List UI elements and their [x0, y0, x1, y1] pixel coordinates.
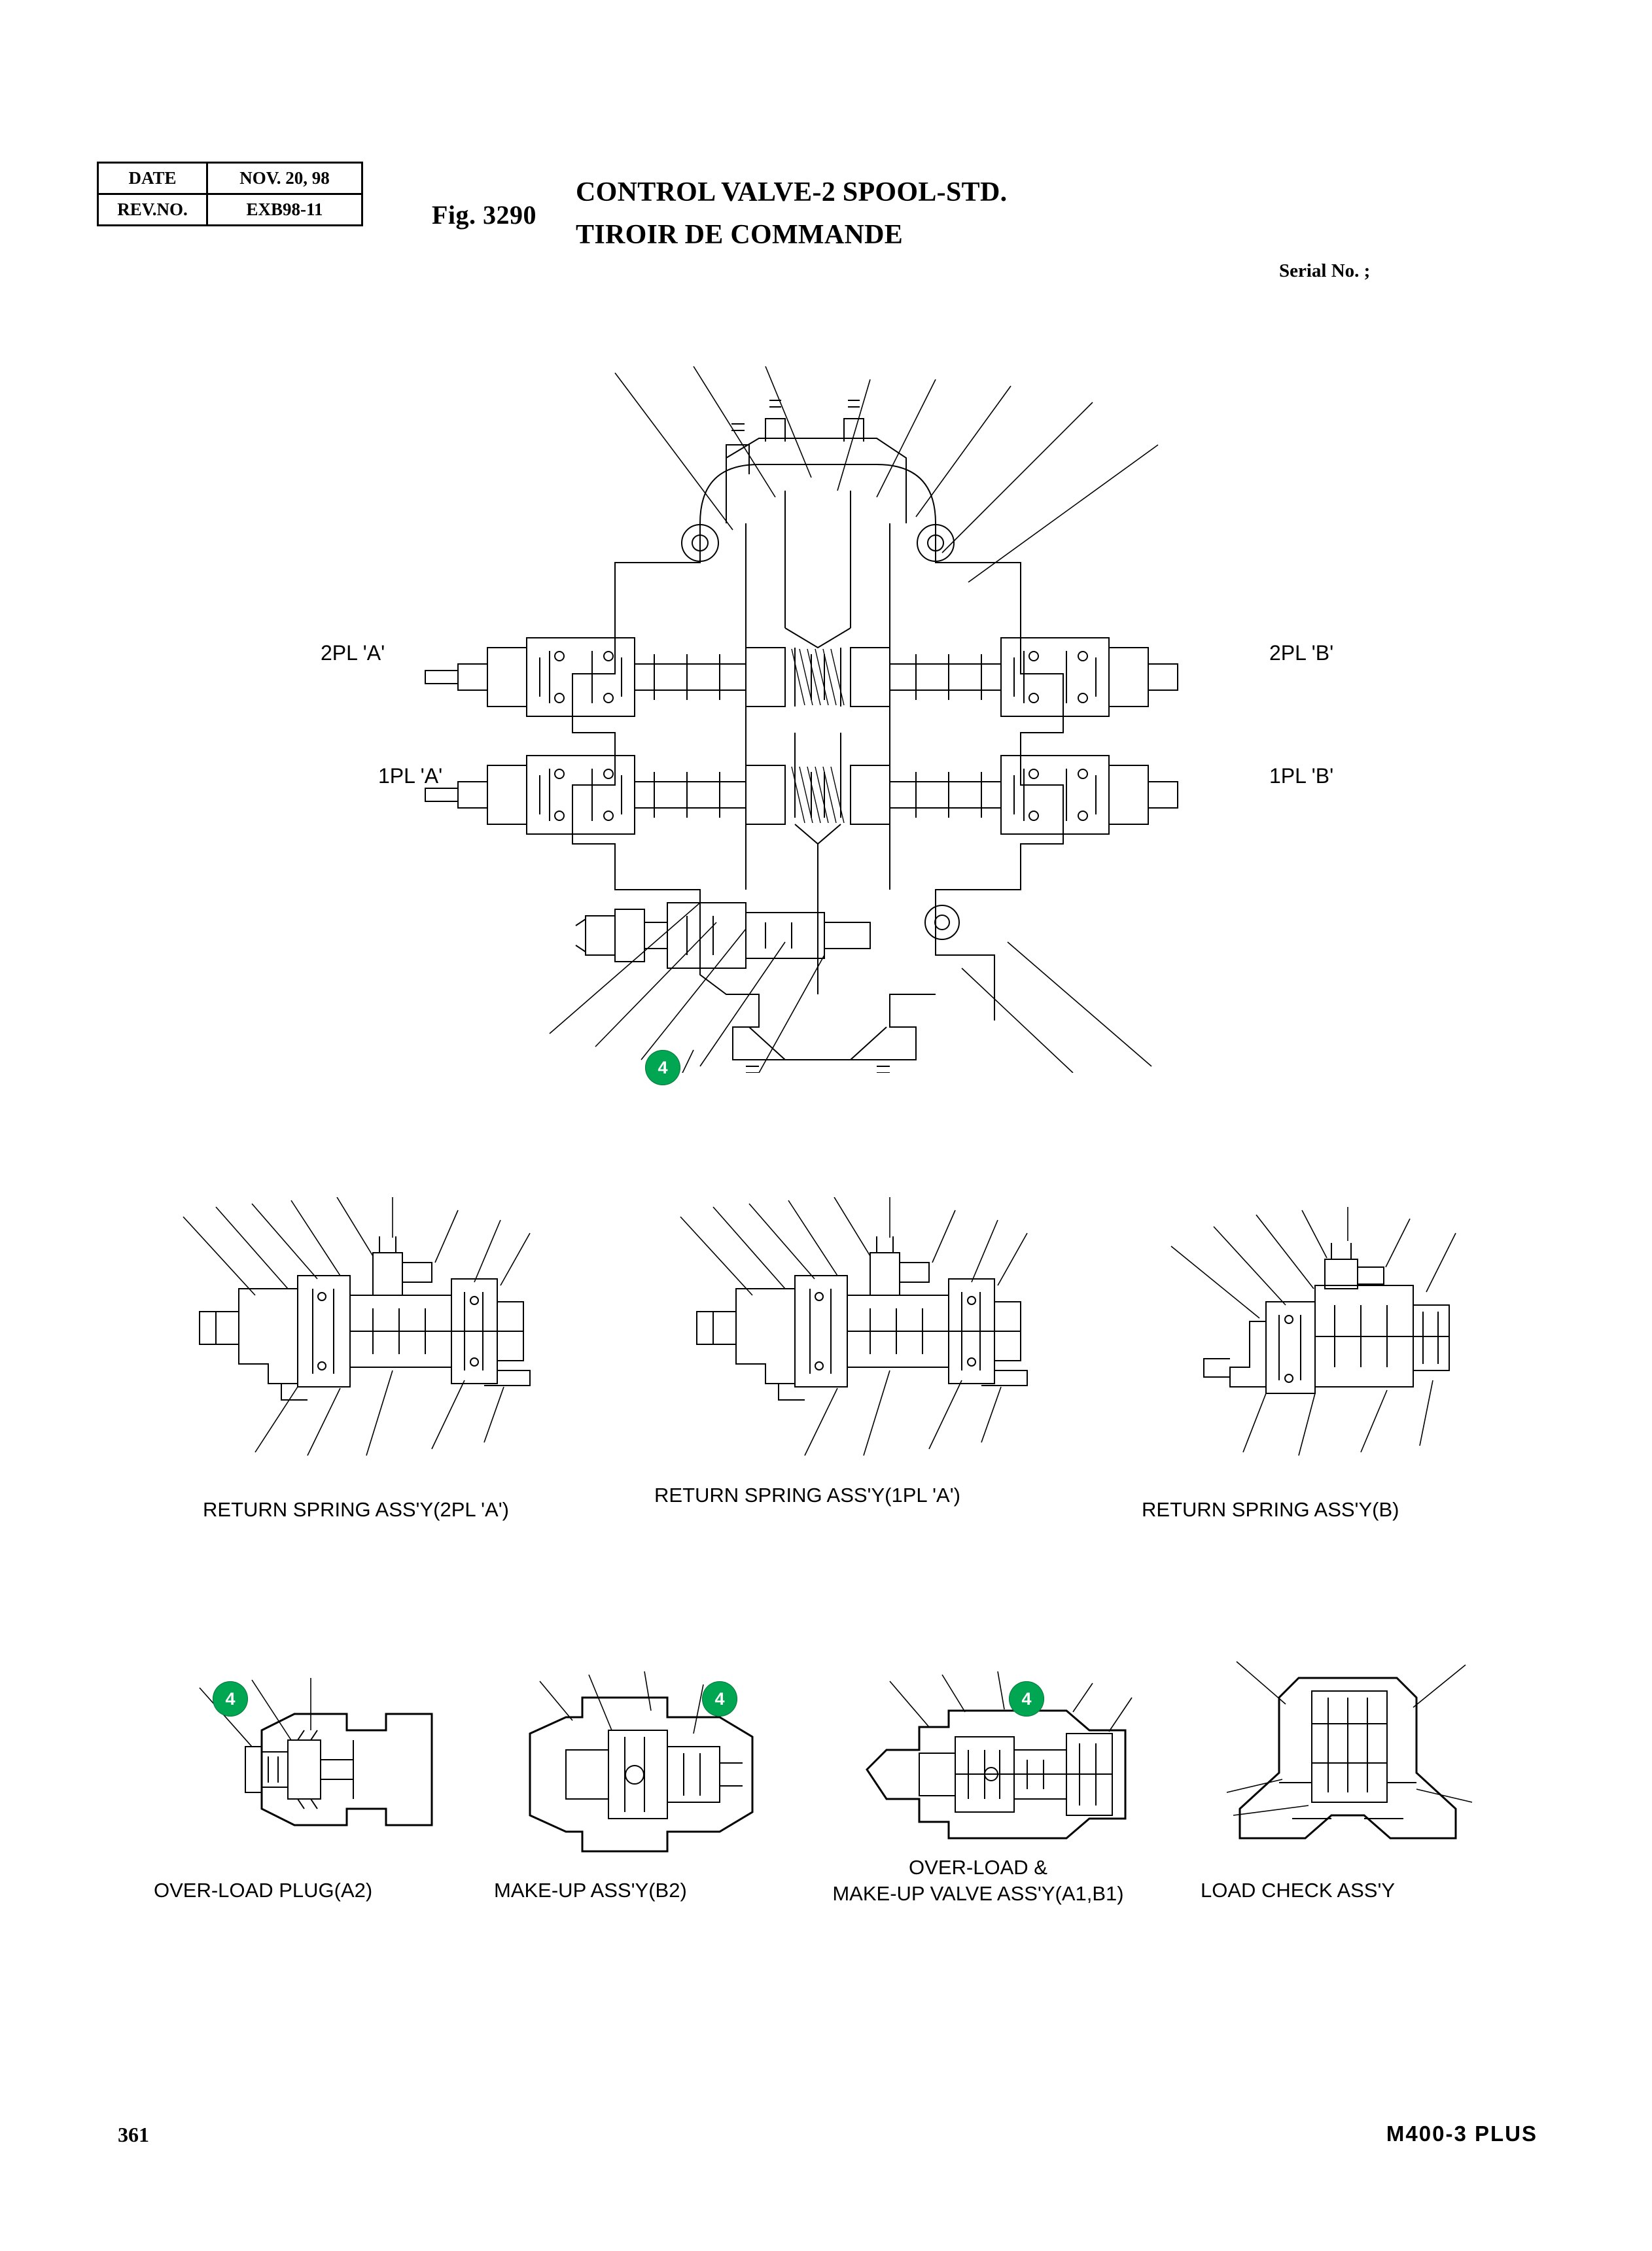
- return-spring-2pl-a-drawing: [177, 1197, 556, 1459]
- serial-number-label: Serial No. ;: [1279, 260, 1371, 281]
- port-label-1pl-b: 1PL 'B': [1269, 764, 1334, 788]
- model-name: M400-3 PLUS: [1386, 2121, 1538, 2146]
- callout-bubble-make-up-assy[interactable]: 4: [702, 1681, 737, 1717]
- callout-bubble-main[interactable]: 4: [645, 1050, 680, 1085]
- make-up-assy-drawing: [504, 1671, 792, 1874]
- caption-return-spring-1pl-a: RETURN SPRING ASS'Y(1PL 'A'): [654, 1484, 960, 1507]
- return-spring-b-drawing: [1151, 1207, 1505, 1462]
- rev-label: REV.NO.: [98, 194, 207, 226]
- return-spring-1pl-a-drawing: [674, 1197, 1053, 1459]
- caption-load-check-assy: LOAD CHECK ASS'Y: [1201, 1879, 1396, 1902]
- assembly-svg: [419, 366, 1348, 1073]
- figure-number: Fig. 3290: [432, 200, 537, 230]
- port-label-2pl-a: 2PL 'A': [321, 641, 385, 665]
- page-title-french: TIROIR DE COMMANDE: [576, 220, 904, 250]
- callout-bubble-over-load-plug[interactable]: 4: [213, 1681, 248, 1717]
- caption-over-load-plug: OVER-LOAD PLUG(A2): [154, 1879, 373, 1902]
- control-valve-assembly-drawing: [419, 366, 1348, 1073]
- table-row: [98, 194, 362, 226]
- date-value: NOV. 20, 98: [207, 163, 362, 194]
- over-load-makeup-valve-drawing: [851, 1671, 1151, 1874]
- date-revision-table: [97, 162, 363, 226]
- page-header: [0, 79, 1652, 281]
- caption-line-1: OVER-LOAD &: [909, 1856, 1047, 1879]
- caption-over-load-makeup-valve: [769, 1855, 1187, 1906]
- caption-make-up-assy: MAKE-UP ASS'Y(B2): [494, 1879, 687, 1902]
- rev-value: EXB98-11: [207, 194, 362, 226]
- callout-bubble-over-load-makeup[interactable]: 4: [1009, 1681, 1044, 1717]
- port-label-1pl-a: 1PL 'A': [378, 764, 443, 788]
- caption-return-spring-2pl-a: RETURN SPRING ASS'Y(2PL 'A'): [203, 1498, 509, 1521]
- page-title-english: CONTROL VALVE-2 SPOOL-STD.: [576, 177, 1008, 207]
- date-label: DATE: [98, 163, 207, 194]
- page-number: 361: [118, 2123, 149, 2146]
- caption-line-2: MAKE-UP VALVE ASS'Y(A1,B1): [832, 1881, 1124, 1905]
- port-label-2pl-b: 2PL 'B': [1269, 641, 1334, 665]
- caption-return-spring-b: RETURN SPRING ASS'Y(B): [1142, 1498, 1399, 1521]
- load-check-assy-drawing: [1214, 1652, 1488, 1868]
- table-row: [98, 163, 362, 194]
